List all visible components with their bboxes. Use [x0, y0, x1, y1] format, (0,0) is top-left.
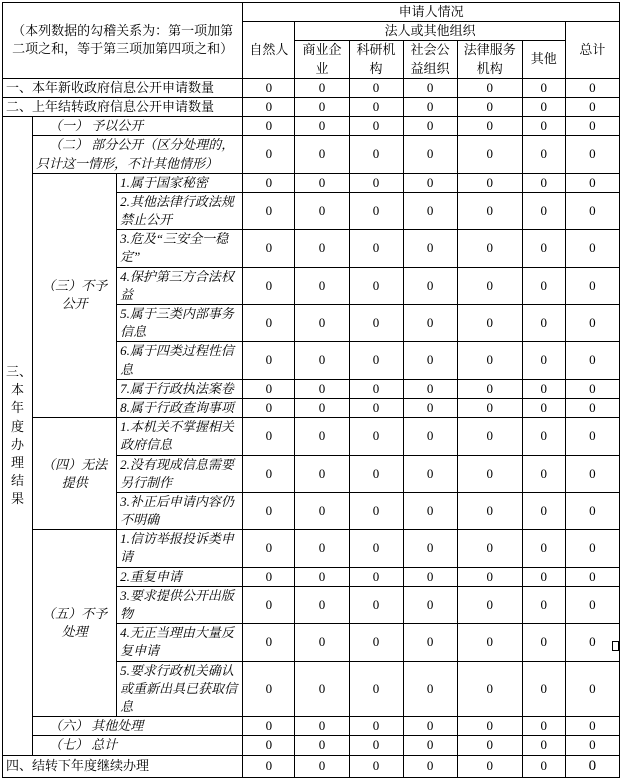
- value-cell: 0: [349, 117, 403, 136]
- value-cell: 0: [457, 192, 522, 229]
- value-cell: 0: [457, 717, 522, 736]
- value-cell: 0: [295, 230, 349, 267]
- value-cell: 0: [457, 78, 522, 97]
- value-cell: 0: [349, 755, 403, 777]
- value-cell: 0: [243, 342, 295, 379]
- table-row: [3, 97, 620, 116]
- value-cell: 0: [403, 530, 457, 567]
- value-cell: 0: [565, 117, 619, 136]
- row-label: 1.信访举报投诉类申请: [117, 530, 243, 567]
- row-label: 2.重复申请: [117, 567, 243, 586]
- value-cell: 0: [457, 586, 522, 623]
- value-cell: 0: [522, 398, 565, 417]
- value-cell: 0: [295, 586, 349, 623]
- table-row: [3, 755, 620, 777]
- value-cell: 0: [457, 624, 522, 661]
- value-cell: 0: [565, 230, 619, 267]
- value-cell: 0: [457, 230, 522, 267]
- value-cell: 0: [522, 661, 565, 717]
- value-cell: 0: [243, 117, 295, 136]
- value-cell: 0: [565, 173, 619, 192]
- row-label: 3.补正后申请内容仍不明确: [117, 492, 243, 529]
- value-cell: 0: [349, 192, 403, 229]
- value-cell: 0: [243, 305, 295, 342]
- value-cell: 0: [565, 586, 619, 623]
- value-cell: 0: [565, 398, 619, 417]
- value-cell: 0: [243, 230, 295, 267]
- row-label: 3.危及“三安全一稳定”: [117, 230, 243, 267]
- value-cell: 0: [243, 267, 295, 304]
- value-cell: 0: [565, 455, 619, 492]
- value-cell: 0: [243, 398, 295, 417]
- value-cell: 0: [457, 755, 522, 777]
- value-cell: 0: [522, 492, 565, 529]
- value-cell: 0: [295, 78, 349, 97]
- value-cell: 0: [295, 136, 349, 173]
- value-cell: 0: [457, 342, 522, 379]
- value-cell: 0: [457, 418, 522, 455]
- value-cell: 0: [243, 455, 295, 492]
- row-label: 四、结转下年度继续办理: [3, 755, 243, 777]
- stray-glyph-box: [612, 641, 619, 651]
- value-cell: 0: [243, 530, 295, 567]
- row-label: 二、上年结转政府信息公开申请数量: [3, 97, 243, 116]
- value-cell: 0: [565, 492, 619, 529]
- value-cell: 0: [565, 418, 619, 455]
- value-cell: 0: [295, 97, 349, 116]
- table-row: [3, 78, 620, 97]
- value-cell: 0: [457, 455, 522, 492]
- value-cell: 0: [522, 192, 565, 229]
- row-label: 3.要求提供公开出版物: [117, 586, 243, 623]
- row-label: 一、本年新收政府信息公开申请数量: [3, 78, 243, 97]
- value-cell: 0: [295, 755, 349, 777]
- value-cell: 0: [522, 267, 565, 304]
- value-cell: 0: [295, 455, 349, 492]
- table-row: [3, 173, 620, 192]
- value-cell: 0: [565, 567, 619, 586]
- value-cell: 0: [457, 492, 522, 529]
- row-label: （一） 予以公开: [33, 117, 243, 136]
- value-cell: 0: [243, 78, 295, 97]
- value-cell: 0: [522, 136, 565, 173]
- value-cell: 0: [457, 661, 522, 717]
- value-cell: 0: [243, 755, 295, 777]
- value-cell: 0: [565, 78, 619, 97]
- group-label-not-processed: （五）不予处理: [33, 530, 117, 717]
- header-row-1: [3, 3, 620, 22]
- value-cell: 0: [403, 379, 457, 398]
- value-cell: 0: [457, 736, 522, 755]
- org-type-header: 科研机构: [349, 41, 403, 78]
- value-cell: 0: [457, 398, 522, 417]
- value-cell: 0: [522, 755, 565, 777]
- value-cell: 0: [403, 192, 457, 229]
- value-cell: 0: [565, 192, 619, 229]
- value-cell: 0: [522, 736, 565, 755]
- value-cell: 0: [403, 305, 457, 342]
- value-cell: 0: [349, 305, 403, 342]
- value-cell: 0: [349, 267, 403, 304]
- row-label: 4.保护第三方合法权益: [117, 267, 243, 304]
- value-cell: 0: [243, 661, 295, 717]
- value-cell: 0: [522, 530, 565, 567]
- gov-info-request-table: [2, 2, 620, 778]
- value-cell: 0: [243, 173, 295, 192]
- value-cell: 0: [295, 398, 349, 417]
- table-row: [3, 736, 620, 755]
- value-cell: 0: [243, 736, 295, 755]
- applicant-group-header: 申请人情况: [243, 3, 620, 22]
- value-cell: 0: [403, 755, 457, 777]
- value-cell: 0: [349, 717, 403, 736]
- value-cell: 0: [522, 230, 565, 267]
- row-label: （七） 总计: [33, 736, 243, 755]
- value-cell: 0: [457, 567, 522, 586]
- value-cell: 0: [457, 97, 522, 116]
- value-cell: 0: [349, 530, 403, 567]
- value-cell: 0: [403, 97, 457, 116]
- value-cell: 0: [295, 342, 349, 379]
- value-cell: 0: [295, 379, 349, 398]
- table-row: [3, 117, 620, 136]
- value-cell: 0: [243, 717, 295, 736]
- org-type-header: 其他: [522, 41, 565, 78]
- value-cell: 0: [349, 230, 403, 267]
- value-cell: 0: [349, 78, 403, 97]
- value-cell: 0: [457, 117, 522, 136]
- value-cell: 0: [295, 624, 349, 661]
- value-cell: 0: [243, 192, 295, 229]
- org-type-header: 社会公益组织: [403, 41, 457, 78]
- value-cell: 0: [522, 624, 565, 661]
- value-cell: 0: [457, 379, 522, 398]
- value-cell: 0: [243, 418, 295, 455]
- reconciliation-note: （本列数据的勾稽关系为：第一项加第二项之和，等于第三项加第四项之和）: [3, 3, 243, 79]
- value-cell: 0: [522, 418, 565, 455]
- value-cell: 0: [565, 136, 619, 173]
- row-label: 5.要求行政机关确认或重新出具已获取信息: [117, 661, 243, 717]
- row-label: 1.属于国家秘密: [117, 173, 243, 192]
- value-cell: 0: [403, 736, 457, 755]
- value-cell: 0: [565, 755, 619, 777]
- value-cell: 0: [349, 173, 403, 192]
- row-label: 6.属于四类过程性信息: [117, 342, 243, 379]
- value-cell: 0: [295, 717, 349, 736]
- table-row: [3, 530, 620, 567]
- value-cell: 0: [295, 305, 349, 342]
- value-cell: 0: [403, 624, 457, 661]
- value-cell: 0: [403, 136, 457, 173]
- value-cell: 0: [457, 173, 522, 192]
- value-cell: 0: [243, 624, 295, 661]
- value-cell: 0: [565, 379, 619, 398]
- value-cell: 0: [403, 117, 457, 136]
- natural-person-header: 自然人: [243, 22, 295, 79]
- table-row: [3, 717, 620, 736]
- value-cell: 0: [243, 567, 295, 586]
- value-cell: 0: [403, 717, 457, 736]
- value-cell: 0: [403, 267, 457, 304]
- value-cell: 0: [403, 567, 457, 586]
- value-cell: 0: [243, 492, 295, 529]
- value-cell: 0: [349, 455, 403, 492]
- value-cell: 0: [349, 97, 403, 116]
- value-cell: 0: [349, 567, 403, 586]
- value-cell: 0: [243, 136, 295, 173]
- value-cell: 0: [295, 267, 349, 304]
- value-cell: 0: [295, 418, 349, 455]
- value-cell: 0: [565, 661, 619, 717]
- row-label: 8.属于行政查询事项: [117, 398, 243, 417]
- value-cell: 0: [349, 661, 403, 717]
- value-cell: 0: [565, 342, 619, 379]
- value-cell: 0: [565, 736, 619, 755]
- org-type-header: 法律服务机构: [457, 41, 522, 78]
- value-cell: 0: [243, 379, 295, 398]
- row-label: 7.属于行政执法案卷: [117, 379, 243, 398]
- value-cell: 0: [403, 173, 457, 192]
- row-label: 2.其他法律行政法规禁止公开: [117, 192, 243, 229]
- value-cell: 0: [457, 305, 522, 342]
- value-cell: 0: [403, 455, 457, 492]
- value-cell: 0: [457, 267, 522, 304]
- value-cell: 0: [522, 586, 565, 623]
- value-cell: 0: [349, 418, 403, 455]
- value-cell: 0: [522, 173, 565, 192]
- total-header: 总计: [565, 22, 619, 79]
- value-cell: 0: [295, 530, 349, 567]
- value-cell: 0: [403, 78, 457, 97]
- value-cell: 0: [522, 342, 565, 379]
- value-cell: 0: [565, 624, 619, 661]
- value-cell: 0: [349, 398, 403, 417]
- value-cell: 0: [403, 661, 457, 717]
- value-cell: 0: [349, 624, 403, 661]
- row-label: 1.本机关不掌握相关政府信息: [117, 418, 243, 455]
- value-cell: 0: [349, 342, 403, 379]
- value-cell: 0: [522, 455, 565, 492]
- legal-org-group-header: 法人或其他组织: [295, 22, 565, 41]
- value-cell: 0: [522, 97, 565, 116]
- row-label: （二） 部分公开（区分处理的，只计这一情形，不计其他情形）: [33, 136, 243, 173]
- value-cell: 0: [522, 117, 565, 136]
- value-cell: 0: [295, 567, 349, 586]
- value-cell: 0: [295, 192, 349, 229]
- value-cell: 0: [349, 586, 403, 623]
- value-cell: 0: [349, 492, 403, 529]
- row-label: 5.属于三类内部事务信息: [117, 305, 243, 342]
- row-label: 2.没有现成信息需要另行制作: [117, 455, 243, 492]
- value-cell: 0: [522, 379, 565, 398]
- value-cell: 0: [403, 230, 457, 267]
- value-cell: 0: [349, 736, 403, 755]
- row-label: （六） 其他处理: [33, 717, 243, 736]
- value-cell: 0: [565, 717, 619, 736]
- value-cell: 0: [295, 736, 349, 755]
- group-label-no-disclosure: （三）不予公开: [33, 173, 117, 417]
- value-cell: 0: [243, 97, 295, 116]
- value-cell: 0: [565, 530, 619, 567]
- value-cell: 0: [243, 586, 295, 623]
- group-label-unable-to-provide: （四）无法提供: [33, 418, 117, 530]
- value-cell: 0: [522, 305, 565, 342]
- value-cell: 0: [522, 567, 565, 586]
- value-cell: 0: [565, 267, 619, 304]
- section-label: 三、本年度办理结果: [3, 117, 33, 755]
- value-cell: 0: [295, 492, 349, 529]
- value-cell: 0: [349, 379, 403, 398]
- value-cell: 0: [403, 586, 457, 623]
- org-type-header: 商业企业: [295, 41, 349, 78]
- value-cell: 0: [403, 342, 457, 379]
- value-cell: 0: [457, 530, 522, 567]
- value-cell: 0: [403, 418, 457, 455]
- value-cell: 0: [403, 398, 457, 417]
- value-cell: 0: [565, 97, 619, 116]
- table-row: [3, 136, 620, 173]
- value-cell: 0: [295, 117, 349, 136]
- row-label: 4.无正当理由大量反复申请: [117, 624, 243, 661]
- table-row: [3, 418, 620, 455]
- value-cell: 0: [457, 136, 522, 173]
- value-cell: 0: [349, 136, 403, 173]
- value-cell: 0: [565, 305, 619, 342]
- value-cell: 0: [522, 717, 565, 736]
- value-cell: 0: [403, 492, 457, 529]
- value-cell: 0: [295, 661, 349, 717]
- value-cell: 0: [522, 78, 565, 97]
- value-cell: 0: [295, 173, 349, 192]
